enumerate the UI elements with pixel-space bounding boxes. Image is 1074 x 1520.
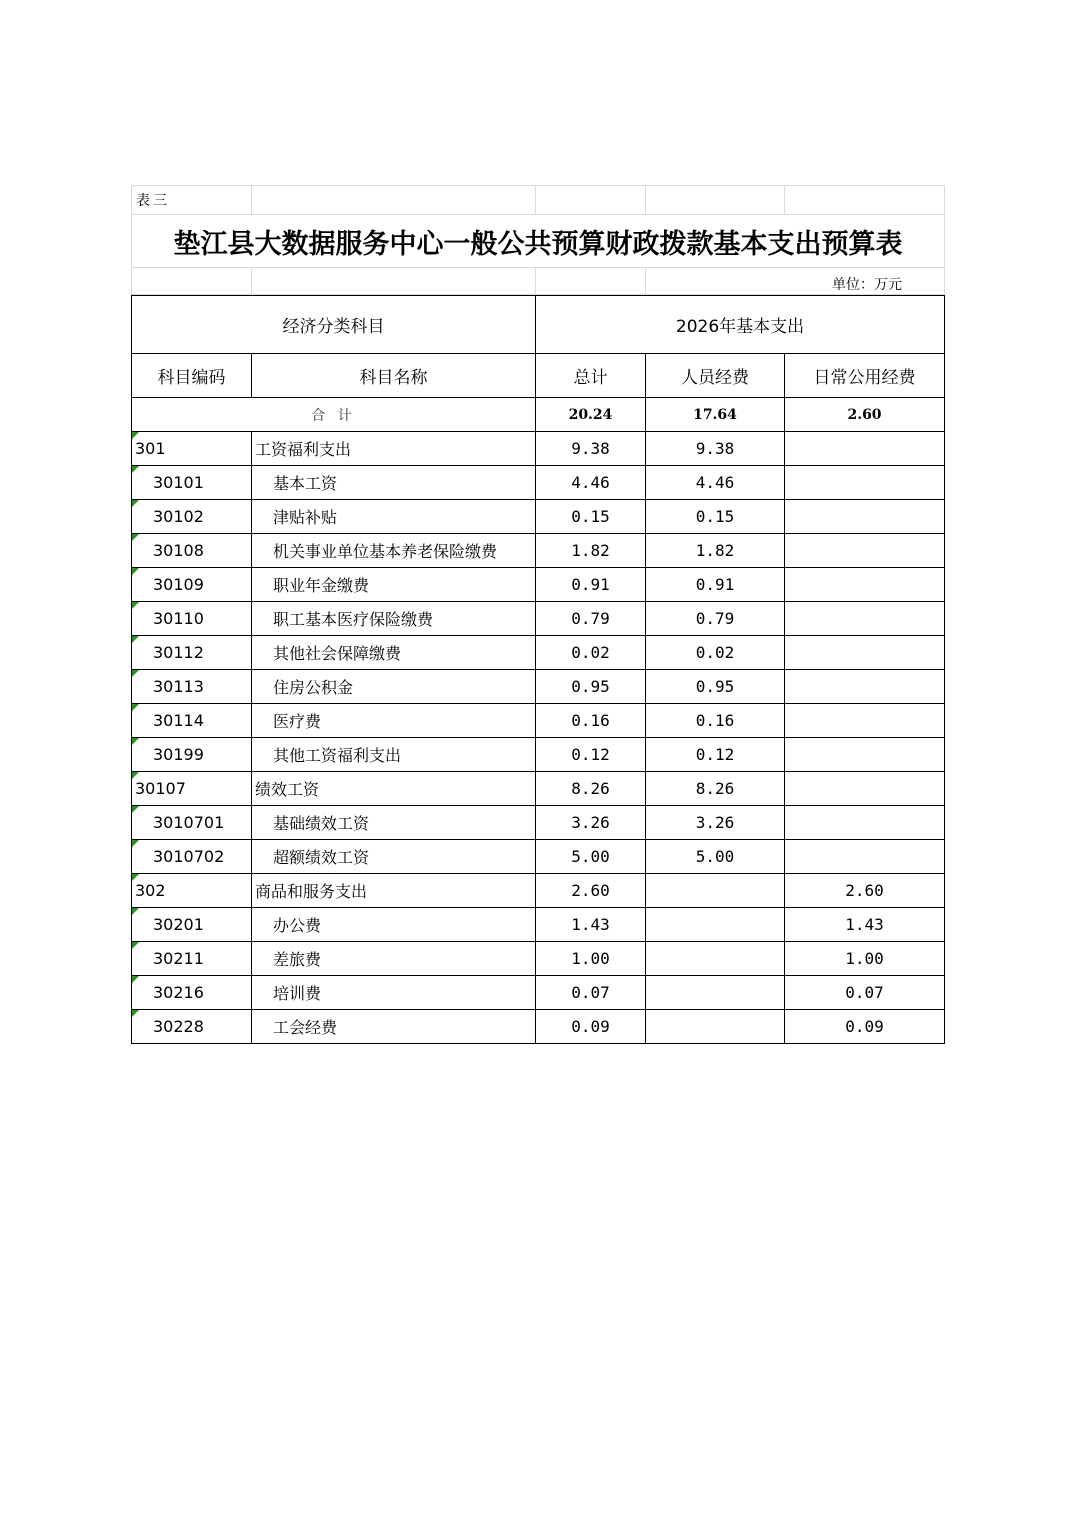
text-marker-icon [132,432,139,439]
text-marker-icon [132,806,139,813]
row-total: 8.26 [536,772,646,806]
row-name-cell [252,772,536,806]
row-name-cell [252,466,536,500]
text-marker-icon [132,1010,139,1017]
totals-total: 20.24 [536,398,646,432]
row-name-cell [252,942,536,976]
row-personnel [646,874,785,908]
row-public [785,636,945,670]
table-row [132,636,945,670]
row-code-cell [132,704,252,738]
totals-label: 合 计 [132,398,536,432]
row-personnel: 0.15 [646,500,785,534]
row-code: 30114 [153,711,204,730]
header-group-classification: 经济分类科目 [132,296,536,354]
row-name: 其他社会保障缴费 [273,644,402,663]
unit-label: 单位：万元 [646,268,945,295]
text-marker-icon [132,874,139,881]
row-code: 30110 [153,609,204,628]
row-personnel: 0.79 [646,602,785,636]
row-name: 超额绩效工资 [273,848,370,867]
row-code-cell [132,432,252,466]
row-total: 9.38 [536,432,646,466]
row-name-cell [252,500,536,534]
header-code: 科目编码 [132,354,252,398]
row-name-cell [252,806,536,840]
row-name-cell [252,738,536,772]
text-marker-icon [132,840,139,847]
text-marker-icon [132,500,139,507]
row-personnel: 0.02 [646,636,785,670]
row-total: 0.02 [536,636,646,670]
row-total: 0.07 [536,976,646,1010]
row-total: 0.91 [536,568,646,602]
text-marker-icon [132,942,139,949]
row-public [785,534,945,568]
sheet-header-area [131,185,945,295]
row-code-cell [132,840,252,874]
row-code: 30112 [153,643,204,662]
row-name: 办公费 [273,916,322,935]
row-name: 职业年金缴费 [273,576,370,595]
row-public [785,840,945,874]
row-name: 商品和服务支出 [255,882,368,901]
header-total: 总计 [536,354,646,398]
row-personnel: 4.46 [646,466,785,500]
row-total: 0.95 [536,670,646,704]
row-total: 0.15 [536,500,646,534]
table-row [132,806,945,840]
row-personnel: 0.91 [646,568,785,602]
budget-table [131,295,945,1044]
row-total: 5.00 [536,840,646,874]
row-name-cell [252,908,536,942]
row-total: 2.60 [536,874,646,908]
row-personnel [646,908,785,942]
row-personnel [646,942,785,976]
text-marker-icon [132,466,139,473]
row-public [785,738,945,772]
row-code: 30211 [153,949,204,968]
table-row [132,738,945,772]
row-personnel: 9.38 [646,432,785,466]
table-body [132,432,945,1044]
table-row [132,772,945,806]
table-row [132,534,945,568]
row-name: 医疗费 [273,712,322,731]
row-name-cell [252,534,536,568]
row-public [785,466,945,500]
row-name: 培训费 [273,984,322,1003]
totals-public: 2.60 [785,398,945,432]
row-name: 基础绩效工资 [273,814,370,833]
row-name: 工会经费 [273,1018,338,1037]
table-row [132,602,945,636]
row-code-cell [132,1010,252,1044]
row-personnel: 3.26 [646,806,785,840]
row-code: 30101 [153,473,204,492]
row-name-cell [252,636,536,670]
row-personnel: 0.12 [646,738,785,772]
row-name-cell [252,1010,536,1044]
table-row [132,466,945,500]
text-marker-icon [132,976,139,983]
row-total: 0.16 [536,704,646,738]
row-personnel: 5.00 [646,840,785,874]
row-name-cell [252,602,536,636]
table-row [132,874,945,908]
row-total: 0.12 [536,738,646,772]
text-marker-icon [132,534,139,541]
table-row [132,1010,945,1044]
row-name: 住房公积金 [273,678,354,697]
row-name: 津贴补贴 [273,508,338,527]
text-marker-icon [132,704,139,711]
row-name-cell [252,976,536,1010]
row-code-cell [132,738,252,772]
row-code-cell [132,942,252,976]
text-marker-icon [132,670,139,677]
table-row [132,432,945,466]
row-public [785,568,945,602]
row-code-cell [132,636,252,670]
row-name: 机关事业单位基本养老保险缴费 [273,542,498,561]
totals-row [132,398,945,432]
row-total: 0.79 [536,602,646,636]
row-total: 0.09 [536,1010,646,1044]
row-name-cell [252,840,536,874]
row-public: 1.43 [785,908,945,942]
text-marker-icon [132,772,139,779]
row-name-cell [252,874,536,908]
row-name: 职工基本医疗保险缴费 [273,610,434,629]
text-marker-icon [132,568,139,575]
row-code: 30199 [153,745,204,764]
row-public [785,772,945,806]
row-name-cell [252,432,536,466]
table-row [132,704,945,738]
table-row [132,942,945,976]
table-row [132,670,945,704]
row-total: 1.82 [536,534,646,568]
row-name: 其他工资福利支出 [273,746,402,765]
row-code: 3010701 [153,813,225,832]
row-code-cell [132,534,252,568]
row-public [785,602,945,636]
row-code-cell [132,466,252,500]
row-code-cell [132,670,252,704]
row-total: 1.43 [536,908,646,942]
row-name: 差旅费 [273,950,322,969]
table-row [132,568,945,602]
table-label: 表三 [132,186,252,215]
row-personnel: 8.26 [646,772,785,806]
row-name-cell [252,670,536,704]
row-personnel [646,1010,785,1044]
row-code: 301 [135,439,166,458]
budget-sheet [131,185,944,1044]
row-code-cell [132,874,252,908]
row-personnel: 0.16 [646,704,785,738]
text-marker-icon [132,602,139,609]
row-public: 0.09 [785,1010,945,1044]
row-code: 30108 [153,541,204,560]
row-name: 绩效工资 [255,780,320,799]
row-total: 3.26 [536,806,646,840]
row-name: 工资福利支出 [255,440,352,459]
row-public [785,500,945,534]
row-code-cell [132,772,252,806]
row-code: 30201 [153,915,204,934]
row-public [785,704,945,738]
row-code: 30228 [153,1017,204,1036]
row-code: 30109 [153,575,204,594]
row-public: 0.07 [785,976,945,1010]
row-name: 基本工资 [273,474,338,493]
header-public: 日常公用经费 [785,354,945,398]
page-title: 垫江县大数据服务中心一般公共预算财政拨款基本支出预算表 [132,215,945,268]
text-marker-icon [132,908,139,915]
row-personnel [646,976,785,1010]
row-code-cell [132,568,252,602]
text-marker-icon [132,636,139,643]
header-personnel: 人员经费 [646,354,785,398]
row-name-cell [252,568,536,602]
row-personnel: 1.82 [646,534,785,568]
row-code: 30216 [153,983,204,1002]
row-code-cell [132,976,252,1010]
row-code: 30107 [135,779,186,798]
totals-personnel: 17.64 [646,398,785,432]
row-public [785,432,945,466]
row-code: 302 [135,881,166,900]
header-group-basic-expenditure: 2026年基本支出 [536,296,945,354]
row-code: 3010702 [153,847,225,866]
table-row [132,908,945,942]
row-code: 30102 [153,507,204,526]
row-public [785,806,945,840]
table-row [132,976,945,1010]
header-name: 科目名称 [252,354,536,398]
table-row [132,840,945,874]
row-code-cell [132,602,252,636]
row-total: 1.00 [536,942,646,976]
text-marker-icon [132,738,139,745]
row-personnel: 0.95 [646,670,785,704]
row-public: 1.00 [785,942,945,976]
row-public: 2.60 [785,874,945,908]
row-code: 30113 [153,677,204,696]
row-name-cell [252,704,536,738]
table-row [132,500,945,534]
row-code-cell [132,806,252,840]
row-total: 4.46 [536,466,646,500]
row-code-cell [132,500,252,534]
row-code-cell [132,908,252,942]
row-public [785,670,945,704]
